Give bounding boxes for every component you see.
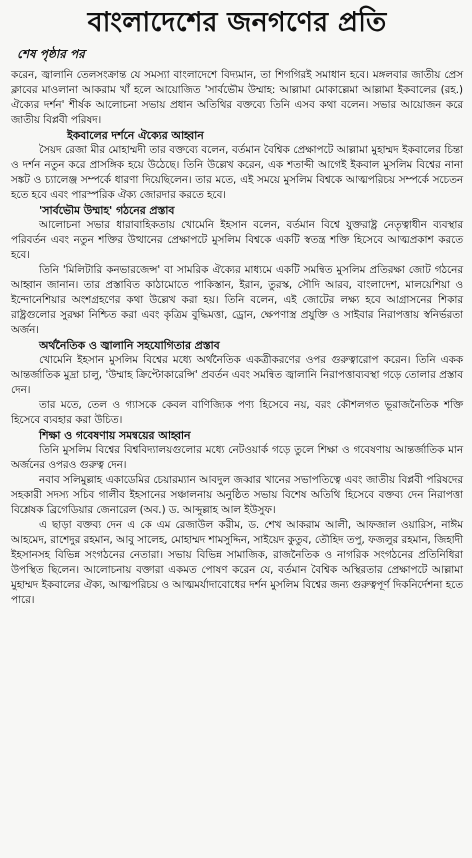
paragraph-ummah-1: আলোচনা সভার ধারাবাহিকতায় খোমেনি ইহসান বলেন, বর্তমান বিশ্বে যুক্তরাষ্ট্র নেতৃত্বাধীন ব্যবস্থার পরিবর্তন এবং নতুন শক্তির উত্থানের প্রেক্ষাপটে মুসলিম বিশ্বকে একটি স্বতন্ত্র শক্তি হিসেবে আত্মপ্রকাশ করতে হবে। xyxy=(11,219,463,261)
subheading-sovereign-ummah: 'সার্বভৌম উম্মাহ' গঠনের প্রস্তাব xyxy=(39,204,175,217)
paragraph-economic-2: তার মতে, তেল ও গ্যাসকে কেবল বাণিজ্যিক পণ্য হিসেবে নয়, বরং কৌশলগত ভূরাজনৈতিক শক্তি হিসেবে ব্যবহার করা উচিত। xyxy=(11,399,463,426)
paragraph-economic-1: খোমেনি ইহসান মুসলিম বিশ্বের মধ্যে অর্থনৈতিক একত্রীকরণের ওপর গুরুত্বারোপ করেন। তিনি একক আন্তর্জাতিক মুদ্রা চালু, 'উম্মাহ ক্রিপ্টোকারেন্সি' প্রবর্তন এবং সমন্বিত জ্বালানি নিরাপত্তাব্যবস্থা গড়ে তোলার প্রস্তাব দেন। xyxy=(11,354,463,396)
headline: বাংলাদেশের জনগণের প্রতি xyxy=(87,7,387,38)
continued-from-label: শেষ পৃষ্ঠার পর xyxy=(17,47,85,61)
paragraph-chair: নবাব সলিমুল্লাহ একাডেমির চেয়ারম্যান আবদুল জব্বার খানের সভাপতিত্বে এবং জাতীয় বিপ্লবী পরিষদের সহকারী সদস্য সচিব গালীব ইহসানের সঞ্চালনায় অনুষ্ঠিত সভায় বিশেষ অতিথি হিসেবে বক্তব্য দেন নিরাপত্তা বিশ্লেষক ব্রিগেডিয়ার জেনারেল (অব.) ড. আব্দুল্লাহ আল ইউসুফ। xyxy=(11,474,463,516)
paragraph-iqbal: সৈয়দ রেজা মীর মোহাম্মদী তার বক্তব্যে বলেন, বর্তমান বৈশ্বিক প্রেক্ষাপটে আল্লামা মুহাম্মদ ইকবালের চিন্তা ও দর্শন নতুন করে প্রাসঙ্গিক হয়ে উঠেছে। তিনি উল্লেখ করেন, এক শতাব্দী আগেই ইকবাল মুসলিম বিশ্বের নানা সঙ্কট ও চ্যালেঞ্জ সম্পর্কে ধারণা দিয়েছিলেন। তার মতে, এই সময়ে মুসলিম বিশ্বকে আত্মপরিচয় সম্পর্কে সচেতন হতে হবে এবং পারস্পরিক ঐক্য জোরদার করতে হবে। xyxy=(11,144,463,201)
paragraph-ummah-2: তিনি 'মিলিটারি কনভারজেন্স' বা সামরিক ঐক্যের মাধ্যমে একটি সমন্বিত মুসলিম প্রতিরক্ষা জোট গঠনের আহ্বান জানান। তার প্রস্তাবিত কাঠামোতে পাকিস্তান, ইরান, তুরস্ক, সৌদি আরব, বাংলাদেশ, মালয়েশিয়া ও ইন্দোনেশিয়ার অংশগ্রহণের কথা উল্লেখ করা হয়। তিনি বলেন, এই জোটের লক্ষ্য হবে আগ্রাসনের শিকার রাষ্ট্রগুলোর সুরক্ষা নিশ্চিত করা এবং কৃত্রিম বুদ্ধিমত্তা, ড্রোন, ক্ষেপণাস্ত্র প্রযুক্তি ও সাইবার নিরাপত্তায় স্বনির্ভরতা অর্জন। xyxy=(11,264,463,336)
subheading-iqbal-unity: ইকবালের দর্শনে ঐক্যের আহ্বান xyxy=(67,129,204,142)
subheading-education-research: শিক্ষা ও গবেষণায় সমন্বয়ের আহ্বান xyxy=(39,429,191,442)
paragraph-speakers: এ ছাড়া বক্তব্য দেন এ কে এম রেজাউল করীম, ড. শেখ আকরাম আলী, আফজাল ওয়ারিস, নাঈম আহমেদ, রাশেদুর রহমান, আবু সালেহ, মোহাম্মদ শামসুদ্দিন, সাইয়েদ কুতুব, তৌহিদ তপু, ফজলুর রহমান, জিহাদী ইহসানসহ বিভিন্ন সংগঠনের নেতারা। সভায় বিভিন্ন সামাজিক, রাজনৈতিক ও নাগরিক সংগঠনের প্রতিনিধিরা উপস্থিত ছিলেন। আলোচনায় বক্তারা একমত পোষণ করেন যে, বর্তমান বৈশ্বিক অস্থিরতার প্রেক্ষাপটে আল্লামা মুহাম্মদ ইকবালের ঐক্য, আত্মপরিচয় ও আত্মমর্যাদাবোধের দর্শন মুসলিম বিশ্বের জন্য গুরুত্বপূর্ণ দিকনির্দেশনা হতে পারে। xyxy=(11,519,463,606)
subheading-economic-energy: অর্থনৈতিক ও জ্বালানি সহযোগিতার প্রস্তাব xyxy=(39,339,220,352)
paragraph-education: তিনি মুসলিম বিশ্বের বিশ্ববিদ্যালয়গুলোর মধ্যে নেটওয়ার্ক গড়ে তুলে শিক্ষা ও গবেষণায় আন্তর্জাতিক মান অর্জনের ওপরও গুরুত্ব দেন। xyxy=(11,444,463,471)
paragraph-intro: করেন, জ্বালানি তেলসংক্রান্ত যে সমস্যা বাংলাদেশে বিদ্যমান, তা শিগগিরই সমাধান হবে। মঙ্গলবার জাতীয় প্রেস ক্লাবের মাওলানা আকরাম খাঁ হলে আয়োজিত 'সার্বভৌম উম্মাহ: আল্লামা মোকাল্লেমা আল্লামা ইকবালের (রহ.) ঐক্যের দর্শন' শীর্ষক আলোচনা সভায় প্রধান অতিথির বক্তব্যে তিনি এসব কথা বলেন। সভার আয়োজন করে জাতীয় বিপ্লবী পরিষদ। xyxy=(11,69,463,126)
